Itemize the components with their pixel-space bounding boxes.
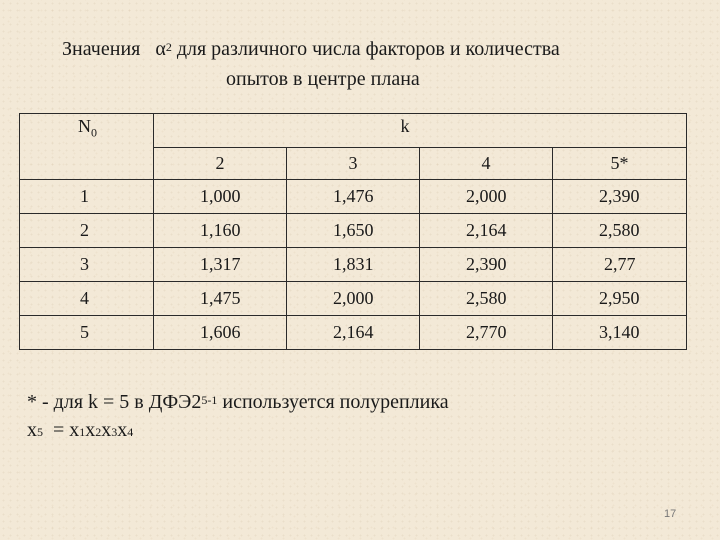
header-k-value: 4 bbox=[420, 148, 553, 180]
formula-subscript: 3 bbox=[111, 425, 118, 439]
formula-var: x bbox=[85, 419, 96, 441]
title-line-2: опытов в центре плана bbox=[226, 68, 420, 90]
table-row bbox=[20, 180, 687, 214]
formula-subscript: 4 bbox=[127, 425, 134, 439]
table-row bbox=[20, 214, 687, 248]
row-n0-cell: 2 bbox=[20, 214, 154, 248]
header-n0: $N_0$ bbox=[20, 114, 154, 180]
title-text-end: для различного числа факторов и количества bbox=[176, 38, 560, 60]
formula-var: x bbox=[27, 419, 37, 441]
table-cell: 2,164 bbox=[287, 316, 420, 350]
table-cell: 2,164 bbox=[420, 214, 553, 248]
formula-subscript: 2 bbox=[95, 425, 102, 439]
formula-subscript: 5 bbox=[37, 425, 43, 439]
row-n0-cell: 4 bbox=[20, 282, 154, 316]
formula-var: x bbox=[101, 419, 112, 441]
header-k-value: 2 bbox=[154, 148, 287, 180]
table-row bbox=[20, 248, 687, 282]
table-cell: 2,390 bbox=[553, 180, 687, 214]
table-cell: 1,160 bbox=[154, 214, 287, 248]
formula-var: x bbox=[117, 419, 128, 441]
title-line-1 bbox=[62, 34, 560, 64]
footnote-text-start: * - для k = 5 в ДФЭ2 bbox=[27, 391, 202, 413]
footnote-exponent: 5-1 bbox=[201, 393, 218, 407]
formula-var: = x bbox=[43, 419, 80, 441]
title-text-start: Значения bbox=[62, 38, 141, 60]
table-cell: 1,650 bbox=[287, 214, 420, 248]
table-cell: 2,770 bbox=[420, 316, 553, 350]
header-k-value: 3 bbox=[287, 148, 420, 180]
row-n0-cell: 5 bbox=[20, 316, 154, 350]
n0-subscript: 0 bbox=[91, 125, 97, 140]
page-number: 17 bbox=[664, 508, 677, 520]
alpha-values-table bbox=[19, 113, 687, 350]
table-cell: 3,140 bbox=[553, 316, 687, 350]
footnote-formula bbox=[27, 416, 449, 444]
table-cell: 2,000 bbox=[287, 282, 420, 316]
alpha-symbol: α bbox=[155, 38, 166, 60]
table-cell: 2,77 bbox=[553, 248, 687, 282]
table-cell: 2,580 bbox=[420, 282, 553, 316]
formula-subscript: 1 bbox=[79, 425, 86, 439]
header-k-value: 5* bbox=[553, 148, 687, 180]
footnote bbox=[27, 388, 449, 444]
footnote-line-1 bbox=[27, 388, 449, 416]
table-cell: 2,000 bbox=[420, 180, 553, 214]
table-cell: 2,580 bbox=[553, 214, 687, 248]
table-cell: 1,475 bbox=[154, 282, 287, 316]
table-cell: 1,476 bbox=[287, 180, 420, 214]
table-cell: 1,000 bbox=[154, 180, 287, 214]
table-row bbox=[20, 282, 687, 316]
table-cell: 2,390 bbox=[420, 248, 553, 282]
footnote-text-end: используется полуреплика bbox=[217, 391, 449, 413]
table-cell: 2,950 bbox=[553, 282, 687, 316]
alpha-exponent: 2 bbox=[165, 40, 172, 54]
table-row bbox=[20, 316, 687, 350]
table-cell: 1,606 bbox=[154, 316, 287, 350]
header-k: k bbox=[154, 114, 687, 148]
row-n0-cell: 3 bbox=[20, 248, 154, 282]
table-cell: 1,317 bbox=[154, 248, 287, 282]
table-cell: 1,831 bbox=[287, 248, 420, 282]
row-n0-cell: 1 bbox=[20, 180, 154, 214]
